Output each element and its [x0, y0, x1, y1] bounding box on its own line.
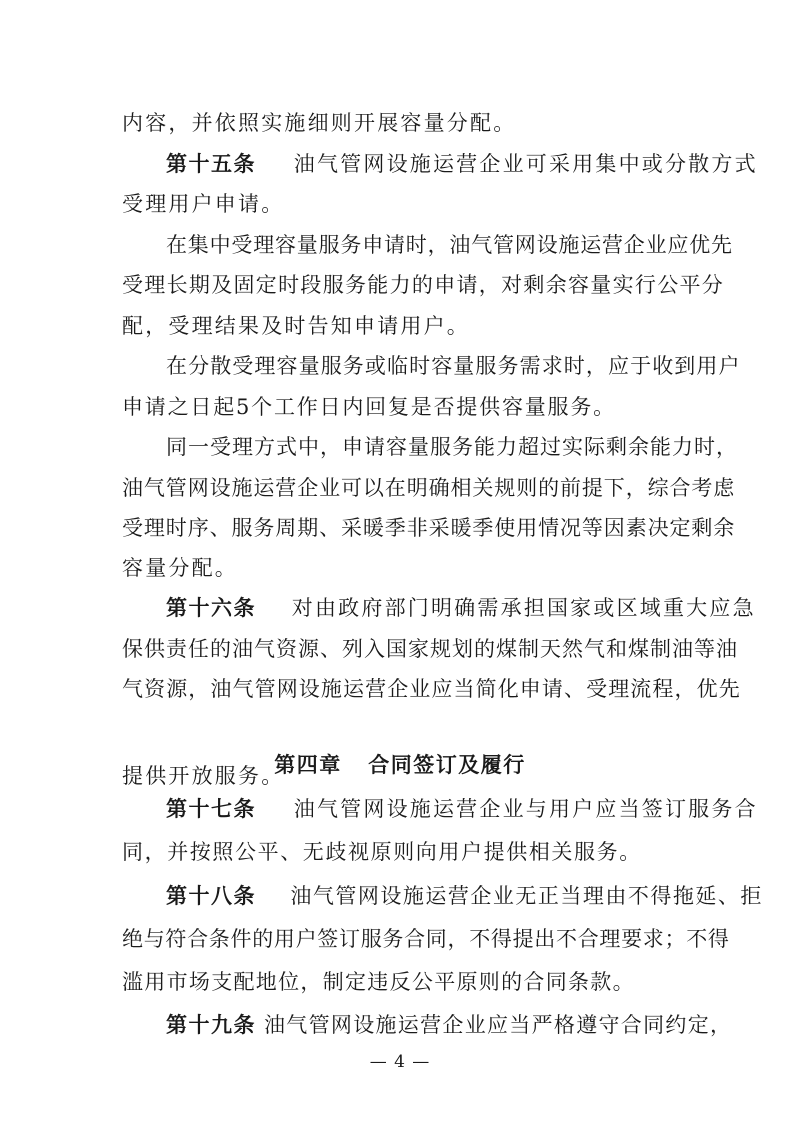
page-number: — 4 —: [369, 1052, 431, 1072]
body-text-line: 油气管网设施运营企业可采用集中或分散方式: [293, 152, 758, 176]
body-text-line: 油气管网设施运营企业应当严格遵守合同约定，: [264, 1013, 733, 1037]
body-text-line: 申请之日起5个工作日内回复是否提供容量服务。: [122, 395, 616, 419]
body-text-line: 在集中受理容量服务申请时，油气管网设施运营企业应优先: [166, 233, 733, 257]
body-text-line: 受理长期及固定时段服务能力的申请，对剩余容量实行公平分: [122, 273, 725, 297]
body-text-line: 对由政府部门明确需承担国家或区域重大应急: [291, 596, 756, 620]
article-16: [166, 593, 756, 623]
body-text-line: 油气管网设施运营企业无正当理由不得拖延、拒: [290, 884, 763, 908]
body-text-line: 提供开放服务。: [122, 764, 285, 788]
chapter-title: 第四章 合同签订及履行: [274, 753, 526, 777]
body-text-line: 滥用市场支配地位，制定违反公平原则的合同条款。: [122, 970, 635, 994]
body-text-line: 气资源，油气管网设施运营企业应当简化申请、受理流程，优先: [122, 677, 741, 701]
body-text-line: 受理时序、服务周期、采暖季非采暖季使用情况等因素决定剩余: [122, 516, 736, 540]
article-heading: 第十七条: [166, 797, 256, 821]
article-heading: 第十八条: [166, 884, 256, 908]
body-text-line: 绝与符合条件的用户签订服务合同，不得提出不合理要求；不得: [122, 927, 730, 951]
body-text-line: 容量分配。: [122, 556, 238, 580]
body-text-line: 内容，并依照实施细则开展容量分配。: [122, 111, 517, 135]
body-text-line: 同，并按照公平、无歧视原则向用户提供相关服务。: [122, 840, 642, 864]
article-19: [166, 1010, 732, 1040]
body-text-line: 配，受理结果及时告知申请用户。: [122, 314, 470, 338]
article-18: [166, 881, 763, 911]
body-text-line: 在分散受理容量服务或临时容量服务需求时，应于收到用户: [166, 354, 741, 378]
article-heading: 第十六条: [166, 596, 256, 620]
body-text-line: 油气管网设施运营企业与用户应当签订服务合: [293, 797, 758, 821]
body-text-line: 同一受理方式中，申请容量服务能力超过实际剩余能力时，: [166, 435, 738, 459]
body-text-line: 油气管网设施运营企业可以在明确相关规则的前提下，综合考虑: [122, 476, 736, 500]
article-heading: 第十五条: [166, 152, 256, 176]
article-17: [166, 794, 758, 824]
article-heading: 第十九条: [166, 1013, 256, 1037]
article-15: [166, 149, 758, 179]
body-text-line: 保供责任的油气资源、列入国家规划的煤制天然气和煤制油等油: [122, 637, 738, 661]
body-text-line: 受理用户申请。: [122, 192, 285, 216]
